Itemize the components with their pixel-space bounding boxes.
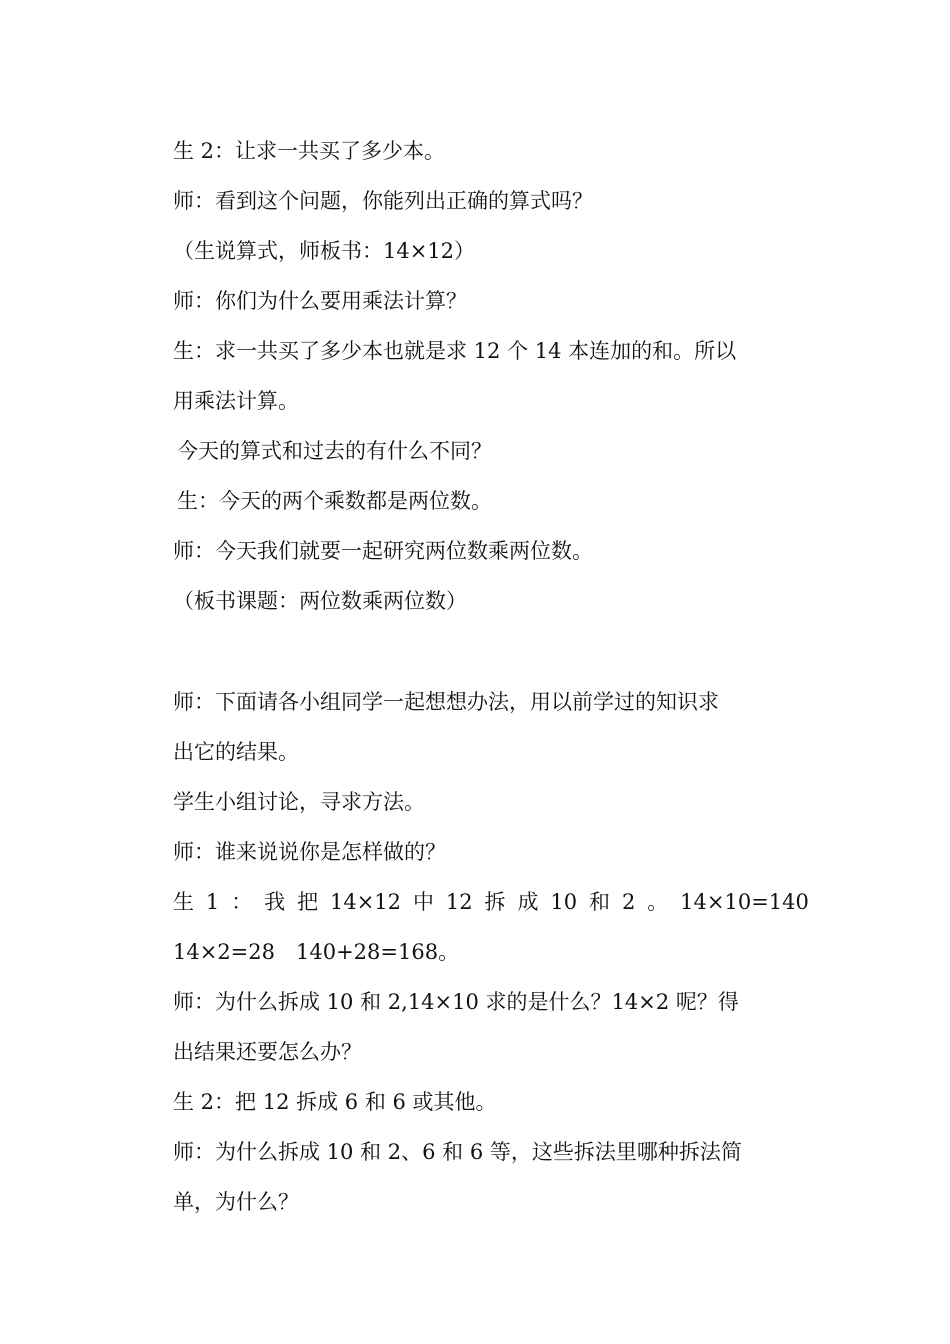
paragraph-line: 师：为什么拆成 10 和 2,14×10 求的是什么？14×2 呢？得 [173,990,739,1014]
word: 拆 [484,890,506,914]
paragraph-line: 14×2=28 140+28=168。 [173,940,460,964]
paragraph-line: 师：你们为什么要用乘法计算？ [173,289,467,313]
paragraph-line: 师：下面请各小组同学一起想想办法，用以前学过的知识求 [173,690,719,714]
paragraph-line: 今天的算式和过去的有什么不同？ [177,439,492,463]
word: 10 [550,890,578,914]
word: 我 [264,890,286,914]
paragraph-line: 师：看到这个问题，你能列出正确的算式吗？ [173,189,593,213]
word: 14×10=140 [680,890,809,914]
word: 12 [445,890,473,914]
word: 生 [173,890,194,914]
paragraph-line: 生：今天的两个乘数都是两位数。 [177,489,492,513]
paragraph-line: （板书课题：两位数乘两位数） [173,589,467,613]
word: 14×12 [329,890,402,914]
word: 2 [621,890,636,914]
paragraph-line: 学生小组讨论，寻求方法。 [173,790,425,814]
paragraph-line: 出它的结果。 [173,740,299,764]
paragraph-line: 生 2：把 12 拆成 6 和 6 或其他。 [173,1090,497,1114]
word: 成 [517,890,539,914]
paragraph-line: （生说算式，师板书：14×12） [173,239,476,263]
paragraph-line: 师：今天我们就要一起研究两位数乘两位数。 [173,539,593,563]
word: 和 [589,890,611,914]
paragraph-line: 师：为什么拆成 10 和 2、6 和 6 等，这些拆法里哪种拆法简 [173,1140,742,1164]
paragraph-line: 单，为什么？ [173,1190,299,1214]
document-body [173,126,809,1227]
blank-line [173,626,809,677]
word: 把 [297,890,319,914]
word: 中 [412,890,434,914]
paragraph-line: 生：求一共买了多少本也就是求 12 个 14 本连加的和。所以 [173,339,737,363]
paragraph-line: 出结果还要怎么办？ [173,1040,362,1064]
paragraph-line: 生 2：让求一共买了多少本。 [173,139,446,163]
word: 1 [205,890,220,914]
word: ： [231,890,253,914]
word: 。 [647,890,669,914]
paragraph-line: 用乘法计算。 [173,389,299,413]
justified-line [173,877,809,927]
paragraph-line: 师：谁来说说你是怎样做的？ [173,840,446,864]
